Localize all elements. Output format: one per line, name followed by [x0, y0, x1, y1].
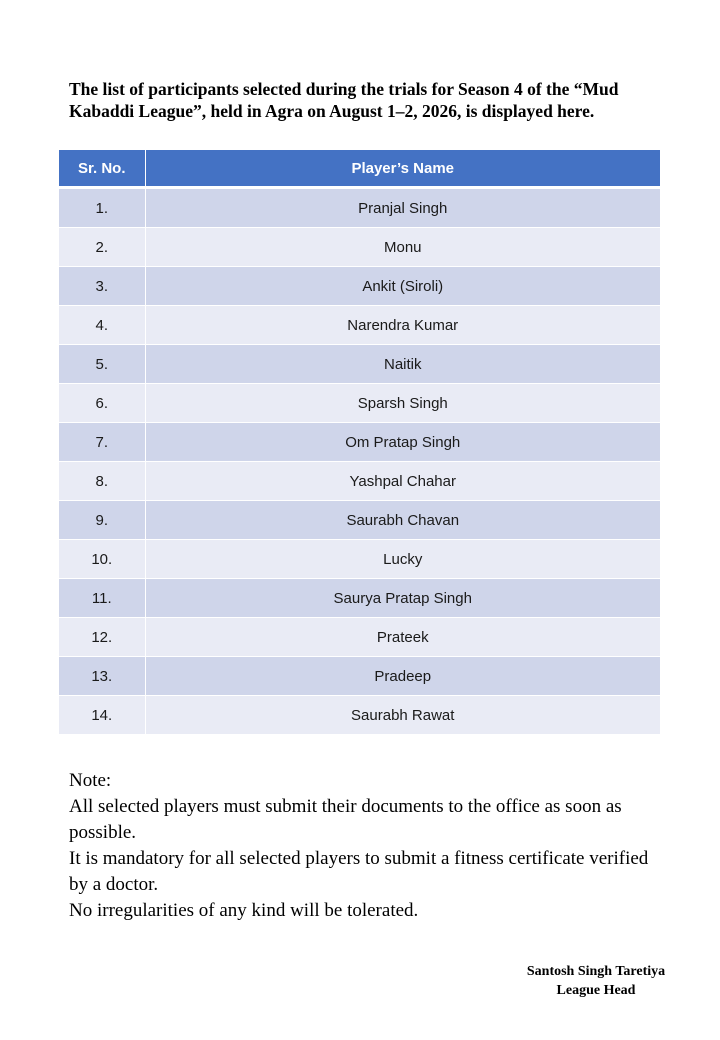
note-section: [69, 768, 669, 924]
table-row: [59, 267, 660, 306]
player-name-cell: Saurabh Chavan: [145, 501, 660, 540]
sr-no-cell: 12.: [59, 618, 145, 657]
table-row: [59, 540, 660, 579]
sr-no-cell: 8.: [59, 462, 145, 501]
player-name-cell: Sparsh Singh: [145, 384, 660, 423]
sr-no-cell: 6.: [59, 384, 145, 423]
table-row: [59, 228, 660, 267]
sr-no-cell: 2.: [59, 228, 145, 267]
intro-paragraph: The list of participants selected during the trials for Season 4 of the “Mud Kabaddi League”, held in Agra on August 1–2, 2026, is displayed here.: [69, 79, 619, 121]
table-row: [59, 423, 660, 462]
player-name-cell: Lucky: [145, 540, 660, 579]
header-sr-no: Sr. No.: [59, 150, 145, 188]
player-name-cell: Saurya Pratap Singh: [145, 579, 660, 618]
sr-no-cell: 14.: [59, 696, 145, 735]
table-body: [59, 188, 660, 735]
sr-no-cell: 13.: [59, 657, 145, 696]
signatory-name: Santosh Singh Taretiya: [526, 964, 666, 979]
table-row: [59, 696, 660, 735]
note-line: No irregularities of any kind will be tolerated.: [69, 900, 419, 921]
table-row: [59, 188, 660, 228]
player-name-cell: Monu: [145, 228, 660, 267]
player-name-cell: Naitik: [145, 345, 660, 384]
table-row: [59, 462, 660, 501]
table-row: [59, 579, 660, 618]
sr-no-cell: 9.: [59, 501, 145, 540]
player-name-cell: Prateek: [145, 618, 660, 657]
header-player-name: Player’s Name: [145, 150, 660, 188]
table-row: [59, 618, 660, 657]
sr-no-cell: 11.: [59, 579, 145, 618]
player-name-cell: Yashpal Chahar: [145, 462, 660, 501]
player-name-cell: Om Pratap Singh: [145, 423, 660, 462]
note-line: All selected players must submit their documents to the office as soon as possible.: [69, 796, 622, 843]
participants-table: [59, 150, 660, 735]
sr-no-cell: 10.: [59, 540, 145, 579]
player-name-cell: Pradeep: [145, 657, 660, 696]
signature-block: [500, 962, 692, 1000]
table-header-row: [59, 150, 660, 188]
sr-no-cell: 5.: [59, 345, 145, 384]
player-name-cell: Pranjal Singh: [145, 188, 660, 228]
sr-no-cell: 4.: [59, 306, 145, 345]
sr-no-cell: 3.: [59, 267, 145, 306]
signatory-title: League Head: [556, 983, 636, 998]
sr-no-cell: 1.: [59, 188, 145, 228]
note-line: It is mandatory for all selected players to submit a fitness certificate verified by a doctor.: [69, 848, 649, 895]
player-name-cell: Ankit (Siroli): [145, 267, 660, 306]
player-name-cell: Narendra Kumar: [145, 306, 660, 345]
sr-no-cell: 7.: [59, 423, 145, 462]
table-row: [59, 306, 660, 345]
table-row: [59, 501, 660, 540]
table-row: [59, 384, 660, 423]
table-row: [59, 657, 660, 696]
note-heading: Note:: [69, 770, 112, 791]
table-row: [59, 345, 660, 384]
participants-table-container: [59, 150, 660, 735]
player-name-cell: Saurabh Rawat: [145, 696, 660, 735]
